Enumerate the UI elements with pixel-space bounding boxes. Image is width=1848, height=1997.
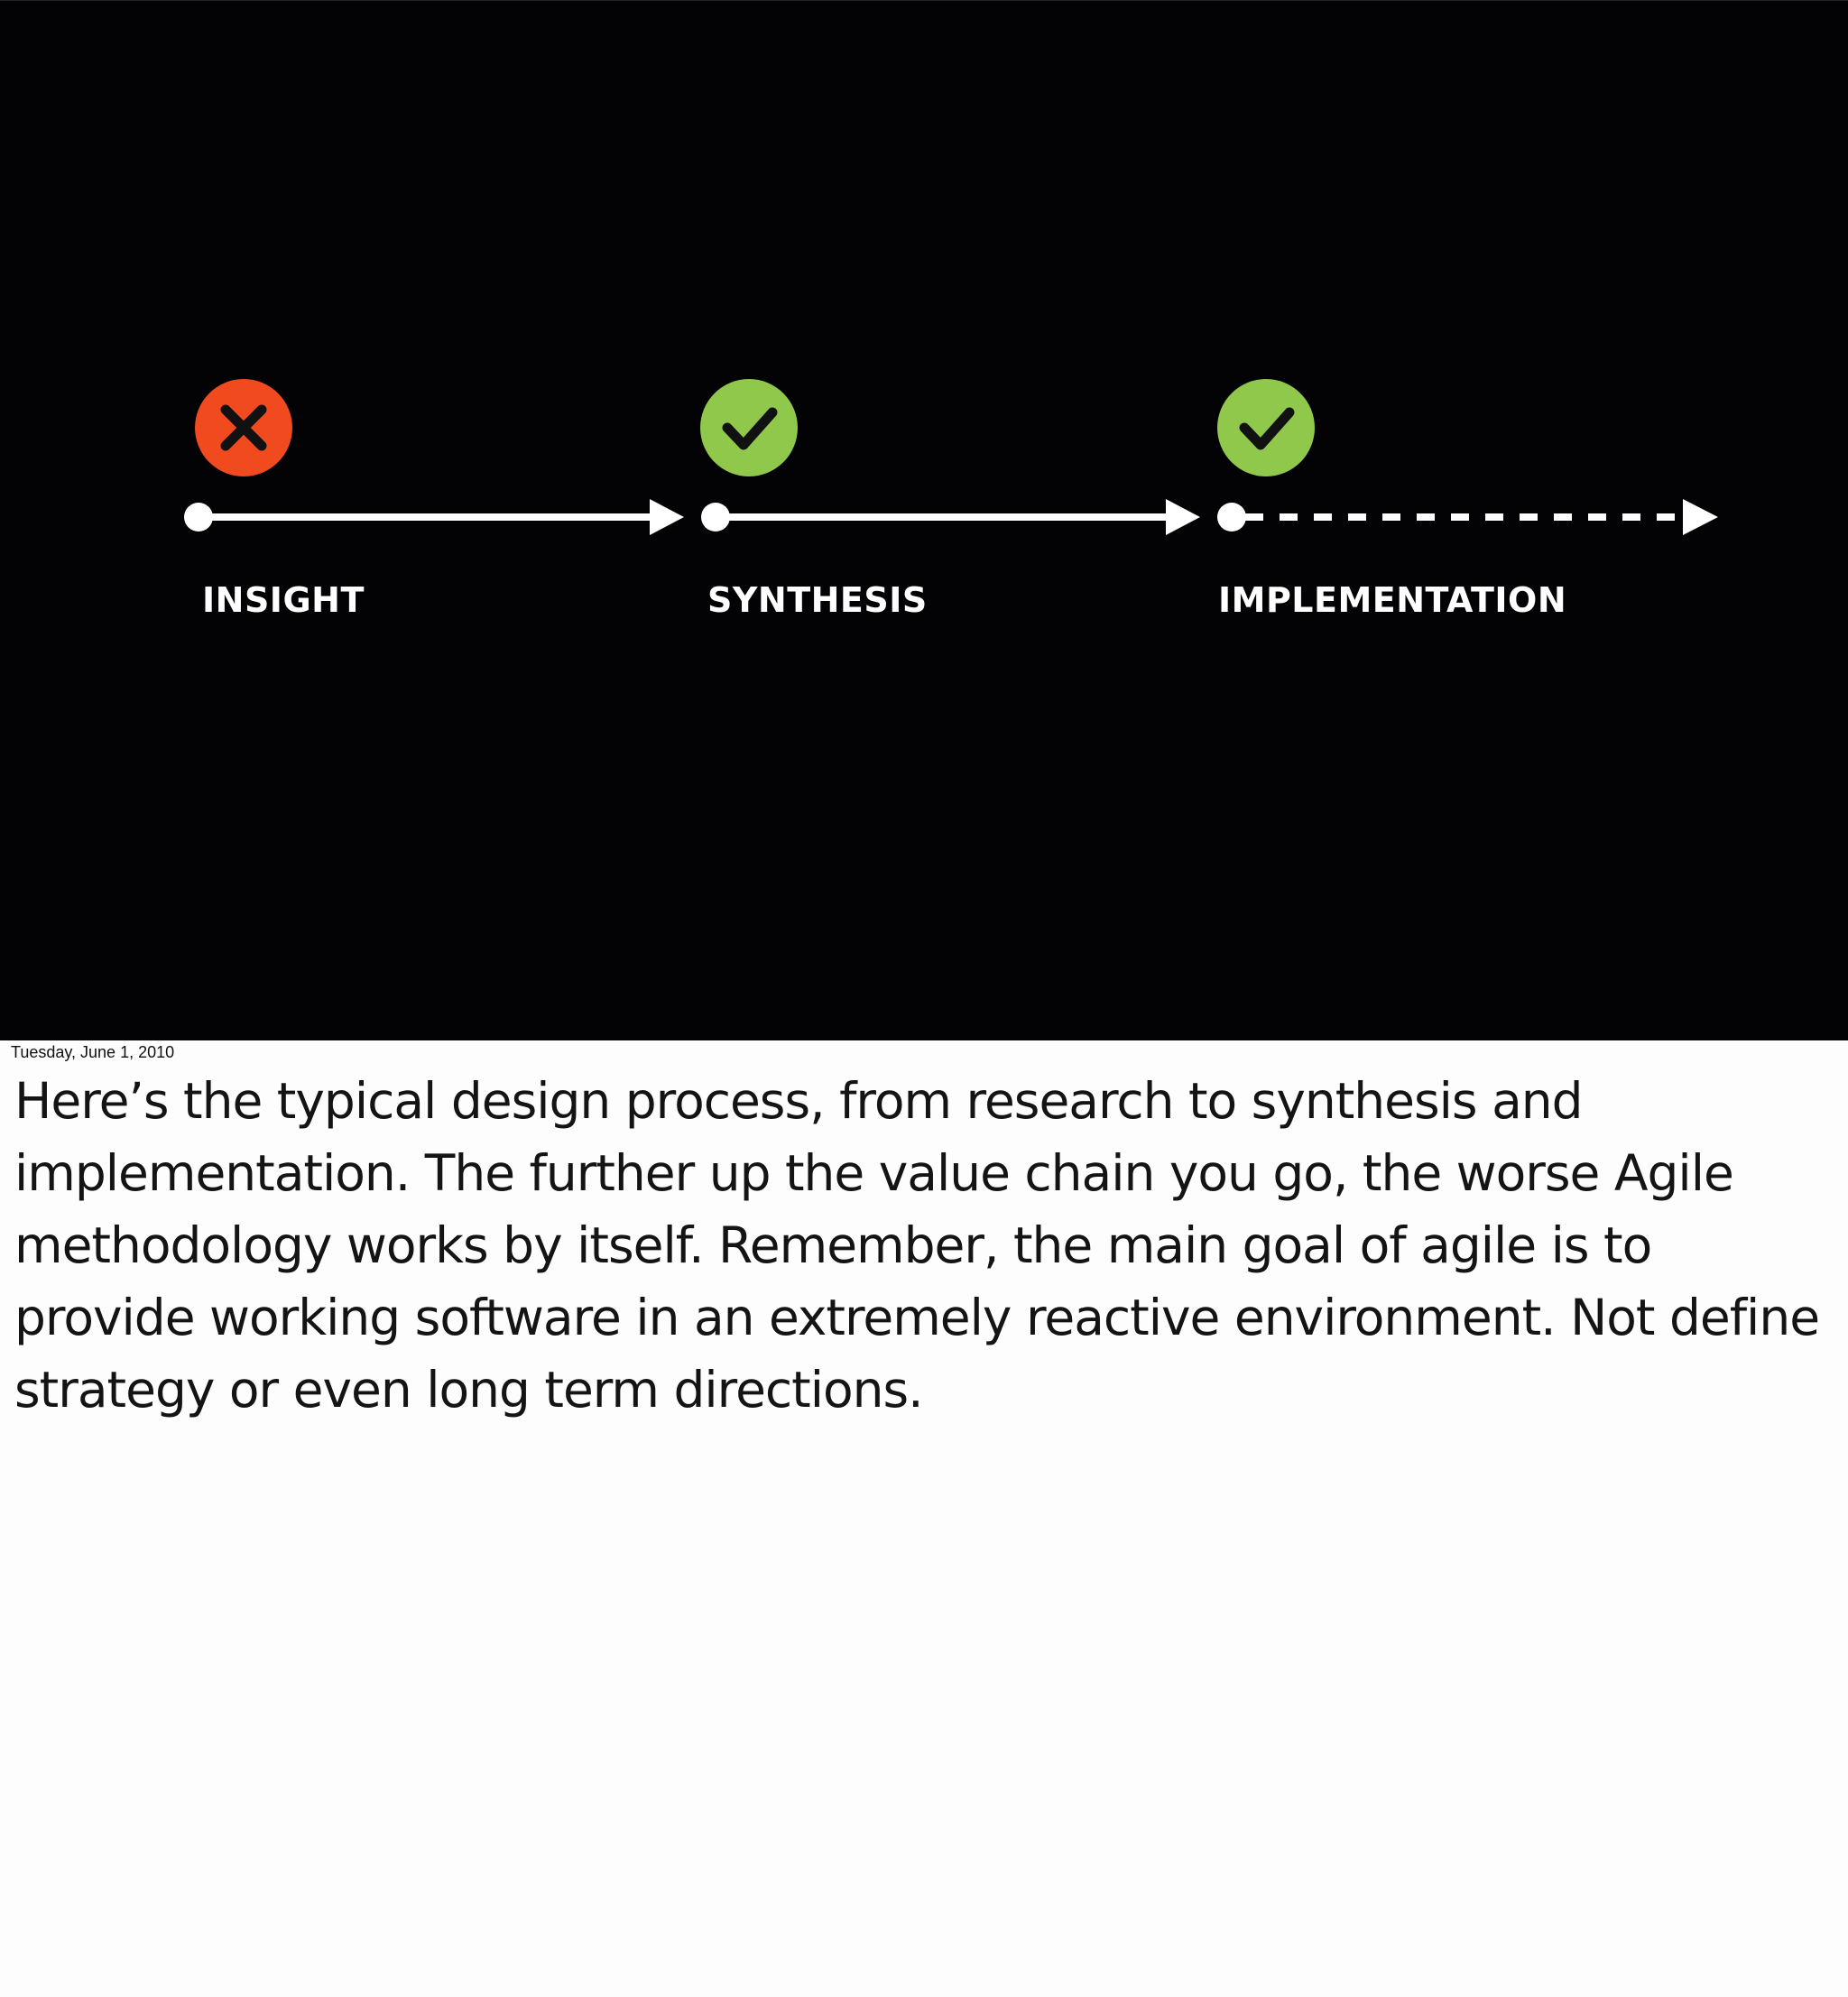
arrowhead-icon [650, 499, 684, 535]
stage-label-insight: INSIGHT [202, 580, 365, 620]
stage-start-dot-implementation [1217, 503, 1246, 532]
stage-insight [184, 379, 684, 620]
arrowhead-icon [1683, 499, 1718, 535]
status-badge-synthesis [700, 379, 798, 476]
presenter-notes: Here’s the typical design process, from research to synthesis and implementation. The further up the value chain you go, the worse Agile methodology works by itself. Remember, the main goal of agile is to provide working software in an extremely reactive environment. Not define strategy or even long term directions. [14, 1072, 1820, 1419]
arrowhead-icon [1166, 499, 1200, 535]
stage-synthesis [700, 379, 1200, 620]
status-badge-implementation [1217, 379, 1315, 476]
process-diagram [0, 1, 1848, 1041]
stage-label-synthesis: SYNTHESIS [707, 580, 928, 620]
slide-date: Tuesday, June 1, 2010 [11, 1043, 175, 1061]
stage-label-implementation: IMPLEMENTATION [1218, 580, 1567, 620]
stage-implementation [1217, 379, 1718, 620]
